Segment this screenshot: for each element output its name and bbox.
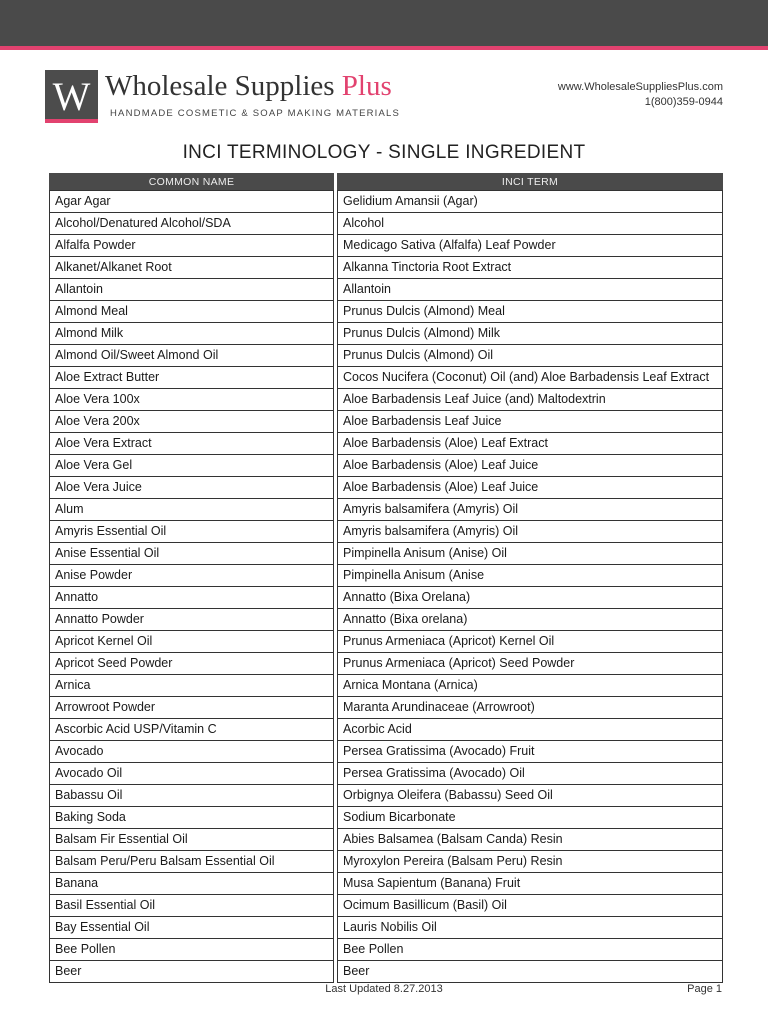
phone-number: 1(800)359-0944 <box>644 96 723 108</box>
contact-info <box>558 80 723 110</box>
table-row <box>49 587 723 609</box>
cell-common-name: Aloe Vera Gel <box>49 455 334 477</box>
logo-underline <box>45 119 98 123</box>
cell-common-name: Baking Soda <box>49 807 334 829</box>
table-row <box>49 190 723 213</box>
cell-common-name: Beer <box>49 961 334 983</box>
inci-table <box>46 173 726 983</box>
cell-inci-term: Aloe Barbadensis (Aloe) Leaf Juice <box>337 477 723 499</box>
brand-name <box>105 70 392 103</box>
cell-common-name: Balsam Peru/Peru Balsam Essential Oil <box>49 851 334 873</box>
cell-inci-term: Abies Balsamea (Balsam Canda) Resin <box>337 829 723 851</box>
cell-inci-term: Myroxylon Pereira (Balsam Peru) Resin <box>337 851 723 873</box>
table-row <box>49 829 723 851</box>
cell-inci-term: Allantoin <box>337 279 723 301</box>
cell-inci-term: Bee Pollen <box>337 939 723 961</box>
top-banner-accent <box>0 46 768 50</box>
table-row <box>49 785 723 807</box>
cell-common-name: Avocado <box>49 741 334 763</box>
cell-inci-term: Prunus Dulcis (Almond) Milk <box>337 323 723 345</box>
cell-inci-term: Medicago Sativa (Alfalfa) Leaf Powder <box>337 235 723 257</box>
table-row <box>49 235 723 257</box>
cell-common-name: Balsam Fir Essential Oil <box>49 829 334 851</box>
cell-inci-term: Persea Gratissima (Avocado) Oil <box>337 763 723 785</box>
cell-common-name: Agar Agar <box>49 190 334 213</box>
cell-common-name: Ascorbic Acid USP/Vitamin C <box>49 719 334 741</box>
cell-common-name: Babassu Oil <box>49 785 334 807</box>
table-row <box>49 301 723 323</box>
top-banner <box>0 0 768 46</box>
cell-inci-term: Cocos Nucifera (Coconut) Oil (and) Aloe Barbadensis Leaf Extract <box>337 367 723 389</box>
table-row <box>49 279 723 301</box>
cell-common-name: Avocado Oil <box>49 763 334 785</box>
cell-common-name: Aloe Vera Juice <box>49 477 334 499</box>
cell-inci-term: Arnica Montana (Arnica) <box>337 675 723 697</box>
table-row <box>49 807 723 829</box>
table-row <box>49 323 723 345</box>
cell-inci-term: Amyris balsamifera (Amyris) Oil <box>337 521 723 543</box>
cell-inci-term: Ocimum Basillicum (Basil) Oil <box>337 895 723 917</box>
cell-common-name: Anise Powder <box>49 565 334 587</box>
table-row <box>49 895 723 917</box>
table-row <box>49 521 723 543</box>
cell-common-name: Bay Essential Oil <box>49 917 334 939</box>
cell-inci-term: Pimpinella Anisum (Anise <box>337 565 723 587</box>
cell-inci-term: Lauris Nobilis Oil <box>337 917 723 939</box>
cell-common-name: Alum <box>49 499 334 521</box>
column-header-inci-term: INCI TERM <box>337 173 723 190</box>
table-row <box>49 873 723 895</box>
cell-common-name: Amyris Essential Oil <box>49 521 334 543</box>
cell-inci-term: Amyris balsamifera (Amyris) Oil <box>337 499 723 521</box>
cell-common-name: Alkanet/Alkanet Root <box>49 257 334 279</box>
cell-common-name: Almond Oil/Sweet Almond Oil <box>49 345 334 367</box>
cell-common-name: Aloe Vera 200x <box>49 411 334 433</box>
cell-common-name: Bee Pollen <box>49 939 334 961</box>
cell-common-name: Annatto <box>49 587 334 609</box>
table-row <box>49 741 723 763</box>
table-row <box>49 697 723 719</box>
cell-common-name: Basil Essential Oil <box>49 895 334 917</box>
cell-inci-term: Musa Sapientum (Banana) Fruit <box>337 873 723 895</box>
cell-inci-term: Aloe Barbadensis Leaf Juice (and) Maltodextrin <box>337 389 723 411</box>
cell-inci-term: Annatto (Bixa Orelana) <box>337 587 723 609</box>
page-number: Page 1 <box>687 983 722 995</box>
cell-common-name: Alfalfa Powder <box>49 235 334 257</box>
column-header-common-name: COMMON NAME <box>49 173 334 190</box>
cell-common-name: Aloe Vera 100x <box>49 389 334 411</box>
table-row <box>49 763 723 785</box>
cell-inci-term: Aloe Barbadensis Leaf Juice <box>337 411 723 433</box>
cell-inci-term: Sodium Bicarbonate <box>337 807 723 829</box>
table-row <box>49 389 723 411</box>
cell-inci-term: Gelidium Amansii (Agar) <box>337 190 723 213</box>
cell-inci-term: Prunus Armeniaca (Apricot) Kernel Oil <box>337 631 723 653</box>
cell-inci-term: Beer <box>337 961 723 983</box>
cell-inci-term: Pimpinella Anisum (Anise) Oil <box>337 543 723 565</box>
cell-inci-term: Alkanna Tinctoria Root Extract <box>337 257 723 279</box>
cell-common-name: Anise Essential Oil <box>49 543 334 565</box>
table-row <box>49 851 723 873</box>
table-row <box>49 961 723 983</box>
cell-common-name: Alcohol/Denatured Alcohol/SDA <box>49 213 334 235</box>
cell-common-name: Almond Milk <box>49 323 334 345</box>
table-row <box>49 411 723 433</box>
table-row <box>49 213 723 235</box>
cell-common-name: Aloe Extract Butter <box>49 367 334 389</box>
website-link[interactable]: www.WholesaleSuppliesPlus.com <box>557 81 723 93</box>
cell-inci-term: Orbignya Oleifera (Babassu) Seed Oil <box>337 785 723 807</box>
table-row <box>49 631 723 653</box>
cell-common-name: Aloe Vera Extract <box>49 433 334 455</box>
logo-mark: W <box>45 70 98 123</box>
cell-inci-term: Prunus Armeniaca (Apricot) Seed Powder <box>337 653 723 675</box>
cell-common-name: Apricot Seed Powder <box>49 653 334 675</box>
cell-inci-term: Persea Gratissima (Avocado) Fruit <box>337 741 723 763</box>
table-row <box>49 345 723 367</box>
table-row <box>49 455 723 477</box>
table-row <box>49 477 723 499</box>
table-row <box>49 675 723 697</box>
cell-inci-term: Maranta Arundinaceae (Arrowroot) <box>337 697 723 719</box>
table-header-row <box>49 173 723 190</box>
table-row <box>49 653 723 675</box>
table-row <box>49 257 723 279</box>
cell-inci-term: Aloe Barbadensis (Aloe) Leaf Extract <box>337 433 723 455</box>
cell-common-name: Arnica <box>49 675 334 697</box>
cell-inci-term: Alcohol <box>337 213 723 235</box>
cell-inci-term: Prunus Dulcis (Almond) Meal <box>337 301 723 323</box>
table-row <box>49 939 723 961</box>
table-row <box>49 543 723 565</box>
last-updated: Last Updated 8.27.2013 <box>325 983 443 995</box>
cell-common-name: Allantoin <box>49 279 334 301</box>
cell-inci-term: Aloe Barbadensis (Aloe) Leaf Juice <box>337 455 723 477</box>
table-row <box>49 609 723 631</box>
table-row <box>49 565 723 587</box>
table-row <box>49 719 723 741</box>
cell-common-name: Banana <box>49 873 334 895</box>
table-row <box>49 433 723 455</box>
table-row <box>49 499 723 521</box>
cell-common-name: Almond Meal <box>49 301 334 323</box>
cell-common-name: Annatto Powder <box>49 609 334 631</box>
table-row <box>49 917 723 939</box>
table-row <box>49 367 723 389</box>
cell-common-name: Arrowroot Powder <box>49 697 334 719</box>
page-title: INCI TERMINOLOGY - SINGLE INGREDIENT <box>182 142 586 163</box>
cell-inci-term: Acorbic Acid <box>337 719 723 741</box>
cell-common-name: Apricot Kernel Oil <box>49 631 334 653</box>
brand-name-main: Wholesale Supplies <box>105 70 342 102</box>
brand-tagline: HANDMADE COSMETIC & SOAP MAKING MATERIALS <box>110 108 401 119</box>
cell-inci-term: Annatto (Bixa orelana) <box>337 609 723 631</box>
cell-inci-term: Prunus Dulcis (Almond) Oil <box>337 345 723 367</box>
brand-name-plus: Plus <box>341 70 392 102</box>
